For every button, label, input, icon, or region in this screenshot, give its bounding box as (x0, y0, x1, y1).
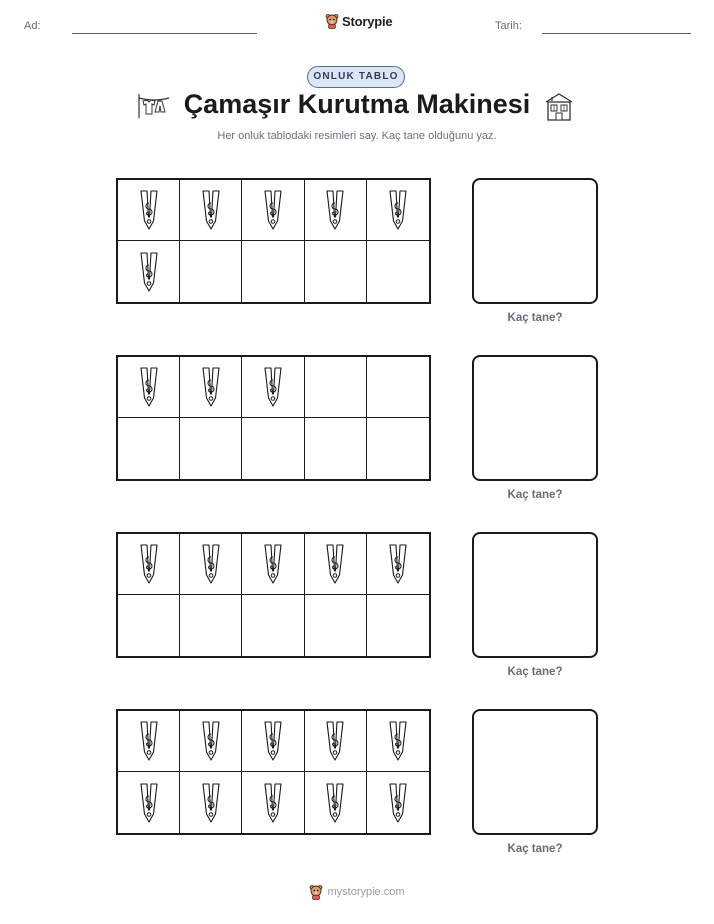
clothespin-icon (263, 367, 283, 407)
clothespin-icon (139, 783, 159, 823)
ten-frame-cell (305, 241, 367, 302)
clothespin-icon (388, 721, 408, 761)
clothespin-icon (263, 190, 283, 230)
ten-frame-cell (305, 180, 367, 241)
ten-frame-cell (180, 711, 242, 772)
clothespin-icon (325, 783, 345, 823)
ten-frame-cell (118, 595, 180, 656)
ten-frame-cell (305, 711, 367, 772)
footer-url: mystorypie.com (327, 886, 405, 898)
clothespin-icon (201, 544, 221, 584)
ten-frame-cell (367, 711, 429, 772)
ten-frame-cell (118, 357, 180, 418)
ten-frame-cell (180, 418, 242, 479)
ten-frame-cell (305, 534, 367, 595)
ten-frame-cell (242, 595, 304, 656)
clothespin-icon (139, 190, 159, 230)
ten-frame-cell (118, 418, 180, 479)
clothespin-icon (201, 721, 221, 761)
ten-frame-cell (118, 180, 180, 241)
clothespin-icon (388, 783, 408, 823)
answer-box-3[interactable] (472, 532, 598, 658)
ten-frame-cell (242, 180, 304, 241)
ten-frame-cell (180, 534, 242, 595)
clothespin-icon (139, 721, 159, 761)
ten-frame-cell (305, 418, 367, 479)
clothespin-icon (325, 190, 345, 230)
answer-box-4[interactable] (472, 709, 598, 835)
ten-frame-cell (118, 772, 180, 833)
name-line[interactable] (72, 33, 257, 34)
ten-frame-cell (367, 534, 429, 595)
ten-frame-cell (367, 418, 429, 479)
ten-frame-cell (180, 180, 242, 241)
answer-label: Kaç tane? (507, 843, 563, 855)
worksheet-title: Çamaşır Kurutma Makinesi (183, 89, 531, 119)
ten-frame-cell (180, 241, 242, 302)
clothespin-icon (139, 252, 159, 292)
date-line[interactable] (542, 33, 691, 34)
clothespin-icon (201, 190, 221, 230)
clothespin-icon (263, 544, 283, 584)
clothespin-icon (388, 190, 408, 230)
answer-box-1[interactable] (472, 178, 598, 304)
ten-frame-cell (118, 711, 180, 772)
ten-frame-cell (305, 772, 367, 833)
ten-frame-cell (305, 595, 367, 656)
clothespin-icon (388, 544, 408, 584)
answer-label: Kaç tane? (507, 312, 563, 324)
ten-frame-cell (242, 241, 304, 302)
clothespin-icon (263, 721, 283, 761)
footer (0, 884, 714, 900)
laundry-building-icon (544, 92, 574, 122)
ten-frame-cell (242, 772, 304, 833)
clothespin-icon (201, 367, 221, 407)
storypie-logo (325, 13, 392, 29)
ten-frame-cell (118, 241, 180, 302)
bear-mascot-icon (309, 884, 323, 900)
logo-text: Storypie (342, 13, 393, 29)
answer-label: Kaç tane? (507, 666, 563, 678)
ten-frame-cell (242, 357, 304, 418)
ten-frame-cell (367, 357, 429, 418)
clothespin-icon (201, 783, 221, 823)
ten-frame-1 (116, 178, 431, 304)
ten-frame-cell (180, 772, 242, 833)
worksheet-type-badge: ONLUK TABLO (307, 66, 405, 88)
clothespin-icon (139, 544, 159, 584)
ten-frame-3 (116, 532, 431, 658)
ten-frame-cell (242, 418, 304, 479)
ten-frame-cell (242, 711, 304, 772)
instructions: Her onluk tablodaki resimleri say. Kaç tane olduğunu yaz. (217, 130, 497, 142)
name-label: Ad: (24, 20, 41, 32)
ten-frame-cell (367, 180, 429, 241)
clothespin-icon (325, 721, 345, 761)
date-label: Tarih: (495, 20, 522, 32)
ten-frame-cell (367, 772, 429, 833)
ten-frame-cell (305, 357, 367, 418)
answer-label: Kaç tane? (507, 489, 563, 501)
ten-frame-cell (367, 241, 429, 302)
ten-frame-cell (118, 534, 180, 595)
ten-frame-2 (116, 355, 431, 481)
bear-mascot-icon (325, 13, 339, 29)
ten-frame-4 (116, 709, 431, 835)
ten-frame-cell (367, 595, 429, 656)
clothespin-icon (139, 367, 159, 407)
ten-frame-cell (242, 534, 304, 595)
clothespin-icon (325, 544, 345, 584)
answer-box-2[interactable] (472, 355, 598, 481)
ten-frame-cell (180, 357, 242, 418)
clothespin-icon (263, 783, 283, 823)
ten-frame-cell (180, 595, 242, 656)
